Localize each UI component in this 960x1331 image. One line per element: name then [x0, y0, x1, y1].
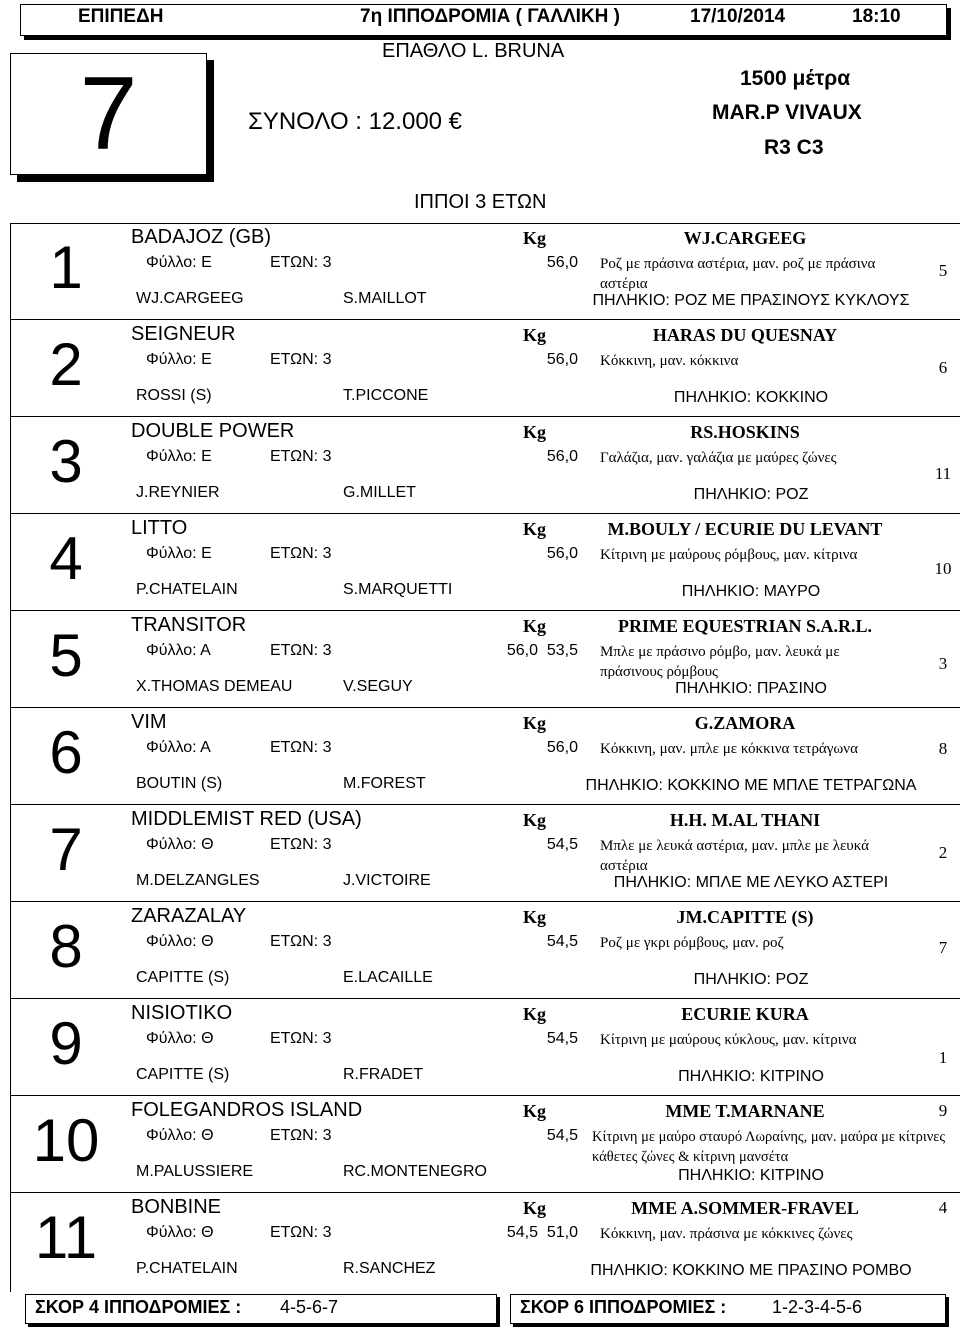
weight: 56,0	[546, 545, 578, 562]
trainer-name: RC.MONTENEGRO	[343, 1163, 487, 1180]
last-form: 3	[938, 654, 948, 673]
owner-name: PRIME EQUESTRIAN S.A.R.L.	[617, 616, 873, 636]
score4-value: 4-5-6-7	[280, 1297, 339, 1317]
entry-separator	[10, 513, 960, 514]
horse-sex: Φύλλο: Θ	[146, 1224, 214, 1241]
jockey-name: ROSSI (S)	[136, 387, 212, 404]
cap-description: ΠΗΛΗΚΙΟ: ΜΑΥΡΟ	[681, 583, 821, 600]
trainer-name: T.PICCONE	[343, 387, 429, 404]
kg-label: Kg	[523, 1101, 547, 1121]
weight: 54,5 51,0	[506, 1224, 578, 1241]
horse-age: ΕΤΩΝ: 3	[270, 254, 332, 271]
horse-age: ΕΤΩΝ: 3	[270, 836, 332, 853]
program-number: 7	[49, 816, 83, 883]
silks-description: Κόκκινη, μαν. πράσινα με κόκκινες ζώνες	[600, 1226, 853, 1242]
horse-sex: Φύλλο: Α	[146, 642, 211, 659]
jockey-name: P.CHATELAIN	[136, 1260, 238, 1277]
trainer-name: S.MAILLOT	[343, 290, 427, 307]
last-form: 6	[938, 358, 948, 377]
score6-value: 1-2-3-4-5-6	[772, 1297, 863, 1317]
trainer-name: V.SEGUY	[343, 678, 413, 695]
horse-name: DOUBLE POWER	[131, 420, 295, 442]
owner-name: ECURIE KURA	[681, 1004, 809, 1024]
horse-sex: Φύλλο: Α	[146, 739, 211, 756]
weight: 56,0	[546, 739, 578, 756]
trainer-name: S.MARQUETTI	[343, 581, 453, 598]
cap-description: ΠΗΛΗΚΙΟ: ΡΟΖ ΜΕ ΠΡΑΣΙΝΟΥΣ ΚΥΚΛΟΥΣ	[592, 292, 910, 309]
total-purse: ΣΥΝΟΛΟ : 12.000 €	[248, 108, 463, 135]
kg-label: Kg	[523, 907, 547, 927]
entry-separator	[10, 416, 960, 417]
track-label: ΕΠΙΠΕΔΗ	[78, 6, 164, 27]
horse-sex: Φύλλο: Ε	[146, 448, 212, 465]
program-number: 4	[49, 525, 83, 592]
cap-description: ΠΗΛΗΚΙΟ: ΚΟΚΚΙΝΟ	[673, 389, 829, 406]
jockey-name: M.DELZANGLES	[136, 872, 260, 889]
race-category: R3 C3	[764, 136, 824, 159]
horse-sex: Φύλλο: Ε	[146, 254, 212, 271]
last-form: 9	[938, 1101, 948, 1120]
silks-description: Ροζ με γκρι ρόμβους, μαν. ροζ	[600, 935, 784, 951]
trainer-name: J.VICTOIRE	[343, 872, 431, 889]
distance: 1500 μέτρα	[740, 67, 851, 90]
trainer-name: R.FRADET	[343, 1066, 423, 1083]
jockey-name: X.THOMAS DEMEAU	[136, 678, 293, 695]
owner-name: MME T.MARNANE	[665, 1101, 825, 1121]
horse-name: LITTO	[131, 517, 188, 539]
program-number: 5	[49, 622, 83, 689]
entry-separator	[10, 610, 960, 611]
race-number-box	[10, 53, 207, 175]
track-code: MAR.P VIVAUX	[712, 101, 862, 124]
cap-description: ΠΗΛΗΚΙΟ: ΚΟΚΚΙΝΟ ΜΕ ΜΠΛΕ ΤΕΤΡΑΓΩΝΑ	[585, 777, 917, 794]
entry-separator	[10, 1192, 960, 1193]
program-number: 10	[32, 1107, 100, 1174]
horse-age: ΕΤΩΝ: 3	[270, 933, 332, 950]
jockey-name: BOUTIN (S)	[136, 775, 223, 792]
cap-description: ΠΗΛΗΚΙΟ: ΜΠΛΕ ΜΕ ΛΕΥΚΟ ΑΣΤΕΡΙ	[613, 874, 889, 891]
jockey-name: CAPITTE (S)	[136, 969, 230, 986]
jockey-name: J.REYNIER	[136, 484, 220, 501]
weight: 56,0	[546, 254, 578, 271]
entry-separator	[10, 319, 960, 320]
age-group: ΙΠΠΟΙ 3 ΕΤΩΝ	[414, 191, 547, 213]
entry-separator	[10, 1095, 960, 1096]
entry-separator	[10, 901, 960, 902]
owner-name: H.H. M.AL THANI	[669, 810, 821, 830]
cap-description: ΠΗΛΗΚΙΟ: ΡΟΖ	[693, 971, 809, 988]
jockey-name: P.CHATELAIN	[136, 581, 238, 598]
horse-name: MIDDLEMIST RED (USA)	[131, 808, 362, 830]
score4-label: ΣΚΟΡ 4 ΙΠΠΟΔΡΟΜΙΕΣ :	[35, 1297, 242, 1317]
race-date: 17/10/2014	[690, 6, 786, 27]
entry-separator	[10, 804, 960, 805]
trainer-name: G.MILLET	[343, 484, 416, 501]
last-form: 4	[938, 1198, 948, 1217]
horse-age: ΕΤΩΝ: 3	[270, 1224, 332, 1241]
horse-sex: Φύλλο: Ε	[146, 545, 212, 562]
silks-description: Γαλάζια, μαν. γαλάζια με μαύρες ζώνες	[600, 450, 837, 466]
silks-description: Μπλε με λευκά αστέρια, μαν. μπλε με λευκά αστέρια	[600, 838, 870, 874]
program-number: 8	[49, 913, 83, 980]
prize-name: ΕΠΑΘΛΟ L. BRUNA	[382, 40, 565, 62]
trainer-name: R.SANCHEZ	[343, 1260, 436, 1277]
silks-description: Κίτρινη με μαύρο σταυρό Λωραίνης, μαν. μαύρα με κίτρινες κάθετες ζώνες & κίτρινη μανσέτα	[592, 1129, 946, 1165]
kg-label: Kg	[523, 810, 547, 830]
kg-label: Kg	[523, 1198, 547, 1218]
horse-age: ΕΤΩΝ: 3	[270, 1030, 332, 1047]
horse-name: NISIOTIKO	[131, 1002, 233, 1024]
horse-name: TRANSITOR	[131, 614, 247, 636]
owner-name: MME A.SOMMER-FRAVEL	[631, 1198, 859, 1218]
last-form: 10	[934, 559, 952, 578]
silks-description: Μπλε με πράσινο ρόμβο, μαν. λευκά με πράσινους ρόμβους	[600, 644, 840, 680]
kg-label: Kg	[523, 228, 547, 248]
score6-label: ΣΚΟΡ 6 ΙΠΠΟΔΡΟΜΙΕΣ :	[520, 1297, 727, 1317]
last-form: 2	[938, 843, 948, 862]
horse-age: ΕΤΩΝ: 3	[270, 739, 332, 756]
silks-description: Κόκκινη, μαν. κόκκινα	[600, 353, 739, 369]
race-time: 18:10	[852, 6, 901, 27]
horse-name: SEIGNEUR	[131, 323, 236, 345]
race-number: 7	[79, 56, 138, 172]
cap-description: ΠΗΛΗΚΙΟ: ΡΟΖ	[693, 486, 809, 503]
program-number: 9	[49, 1010, 83, 1077]
silks-description: Κόκκινη, μαν. μπλε με κόκκινα τετράγωνα	[600, 741, 858, 757]
horse-age: ΕΤΩΝ: 3	[270, 545, 332, 562]
weight: 56,0 53,5	[506, 642, 578, 659]
program-number: 1	[49, 234, 83, 301]
kg-label: Kg	[523, 325, 547, 345]
owner-name: M.BOULY / ECURIE DU LEVANT	[607, 519, 883, 539]
owner-name: RS.HOSKINS	[690, 422, 800, 442]
horse-name: FOLEGANDROS ISLAND	[131, 1099, 363, 1121]
horse-age: ΕΤΩΝ: 3	[270, 448, 332, 465]
cap-description: ΠΗΛΗΚΙΟ: ΠΡΑΣΙΝΟ	[675, 680, 827, 697]
program-number: 3	[49, 428, 83, 495]
jockey-name: WJ.CARGEEG	[136, 290, 244, 307]
weight: 56,0	[546, 351, 578, 368]
horse-age: ΕΤΩΝ: 3	[270, 1127, 332, 1144]
horse-sex: Φύλλο: Θ	[146, 933, 214, 950]
horse-age: ΕΤΩΝ: 3	[270, 642, 332, 659]
silks-description: Κίτρινη με μαύρους ρόμβους, μαν. κίτρινα	[600, 547, 858, 563]
kg-label: Kg	[523, 422, 547, 442]
horse-name: VIM	[131, 711, 167, 733]
race-title: 7η ΙΠΠΟΔΡΟΜΙΑ ( ΓΑΛΛΙΚΗ )	[360, 6, 621, 27]
last-form: 1	[938, 1048, 948, 1067]
kg-label: Kg	[523, 713, 547, 733]
horse-sex: Φύλλο: Θ	[146, 1030, 214, 1047]
kg-label: Kg	[523, 1004, 547, 1024]
kg-label: Kg	[523, 616, 547, 636]
silks-description: Κίτρινη με μαύρους κύκλους, μαν. κίτρινα	[600, 1032, 857, 1048]
horse-name: BONBINE	[131, 1196, 222, 1218]
horse-age: ΕΤΩΝ: 3	[270, 351, 332, 368]
weight: 56,0	[546, 448, 578, 465]
horse-sex: Φύλλο: Θ	[146, 836, 214, 853]
jockey-name: M.PALUSSIERE	[136, 1163, 254, 1180]
trainer-name: E.LACAILLE	[343, 969, 433, 986]
last-form: 11	[934, 464, 952, 483]
horse-sex: Φύλλο: Ε	[146, 351, 212, 368]
horse-sex: Φύλλο: Θ	[146, 1127, 214, 1144]
weight: 54,5	[546, 1030, 578, 1047]
weight: 54,5	[546, 933, 578, 950]
program-number: 6	[49, 719, 83, 786]
cap-description: ΠΗΛΗΚΙΟ: ΚΙΤΡΙΝΟ	[678, 1167, 824, 1184]
entry-separator	[10, 998, 960, 999]
owner-name: HARAS DU QUESNAY	[652, 325, 838, 345]
weight: 54,5	[546, 836, 578, 853]
program-number: 11	[34, 1204, 98, 1271]
owner-name: JM.CAPITTE (S)	[676, 907, 814, 927]
last-form: 8	[938, 739, 948, 758]
cap-description: ΠΗΛΗΚΙΟ: ΚΟΚΚΙΝΟ ΜΕ ΠΡΑΣΙΝΟ ΡΟΜΒΟ	[590, 1262, 912, 1279]
kg-label: Kg	[523, 519, 547, 539]
weight: 54,5	[546, 1127, 578, 1144]
horse-name: ZARAZALAY	[131, 905, 247, 927]
last-form: 7	[938, 938, 948, 957]
last-form: 5	[938, 261, 948, 280]
cap-description: ΠΗΛΗΚΙΟ: ΚΙΤΡΙΝΟ	[678, 1068, 824, 1085]
silks-description: Ροζ με πράσινα αστέρια, μαν. ροζ με πράσινα αστέρια	[600, 256, 876, 292]
horse-name: BADAJOZ (GB)	[131, 226, 272, 248]
entry-separator	[10, 707, 960, 708]
owner-name: WJ.CARGEEG	[683, 228, 807, 248]
trainer-name: M.FOREST	[343, 775, 426, 792]
owner-name: G.ZAMORA	[694, 713, 796, 733]
jockey-name: CAPITTE (S)	[136, 1066, 230, 1083]
program-number: 2	[49, 331, 83, 398]
